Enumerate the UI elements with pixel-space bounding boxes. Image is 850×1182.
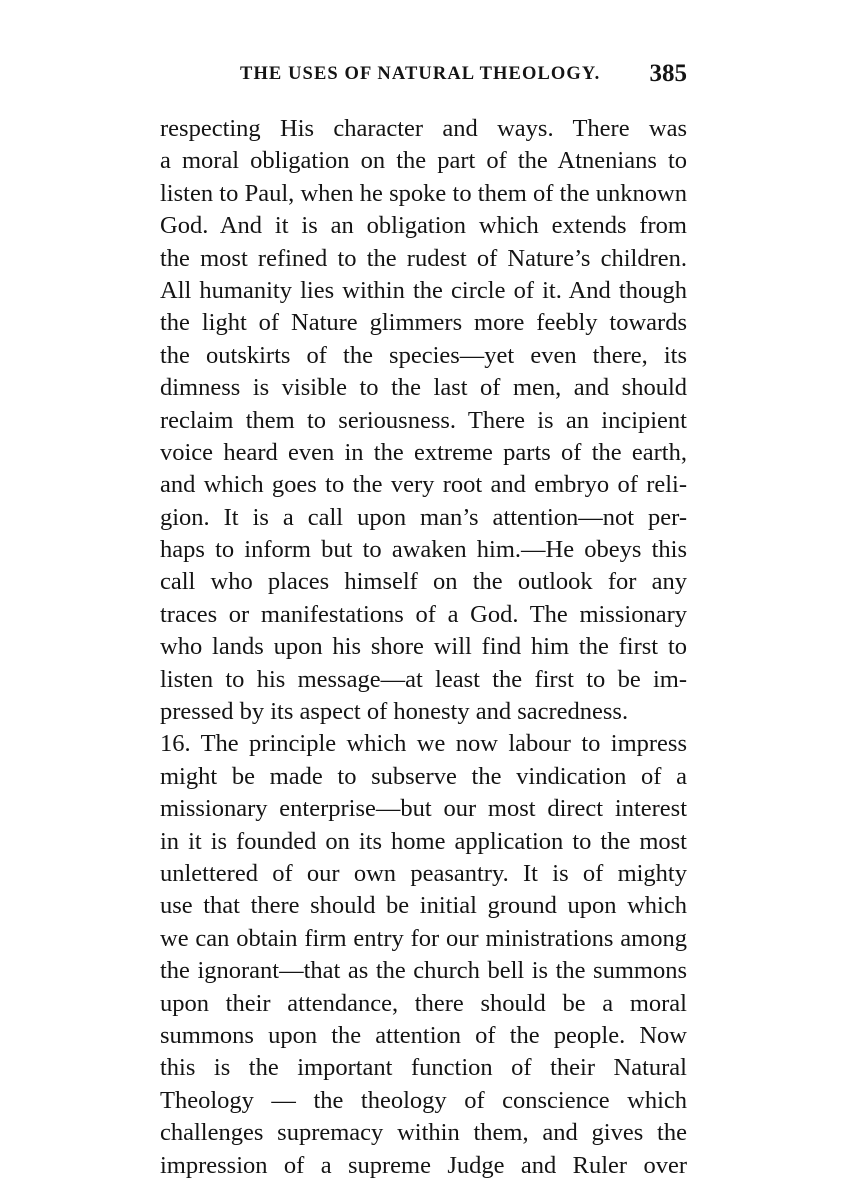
page-number: 385 [649,60,687,87]
text-line: in it is founded on its home application to the most [160,827,687,855]
text-line: challenges supremacy within them, and gives the [160,1119,687,1147]
running-title: THE USES OF NATURAL THEOLOGY. [240,64,601,84]
text-line: the ignorant—that as the church bell is the summons [160,957,687,985]
text-line: haps to inform but to awaken him.—He obeys this [160,536,687,564]
text-line: respecting His character and ways. There was [160,115,687,142]
text-line: the outskirts of the species—yet even there, its [160,341,687,369]
text-line: the light of Nature glimmers more feebly towards [160,309,687,337]
text-line: upon their attendance, there should be a moral [160,989,687,1017]
text-line: summons upon the attention of the people. Now [160,1021,687,1049]
text-line: this is the important function of their Natural [160,1054,687,1082]
text-line: we can obtain firm entry for our ministrations among [160,924,687,952]
text-line: impression of a supreme Judge and Ruler over [160,1151,687,1179]
text-line: missionary enterprise—but our most direct interest [160,795,687,823]
text-line: unlettered of our own peasantry. It is of mighty [160,859,687,887]
text-line: traces or manifestations of a God. The missionary [160,600,687,628]
paragraph-last-line: pressed by its aspect of honesty and sacredness. [160,698,629,726]
text-line: the most refined to the rudest of Nature’s children. [160,244,687,272]
running-head [160,60,687,100]
text-line: might be made to subserve the vindication of a [160,762,687,790]
section-16-first-line: 16. The principle which we now labour to impress [160,730,687,758]
body-text [160,113,687,1182]
text-line: who lands upon his shore will find him the first to [160,633,687,661]
text-line: Theology — the theology of conscience which [160,1086,687,1114]
text-line: a moral obligation on the part of the Atnenians to [160,147,687,175]
text-line: gion. It is a call upon man’s attention—not per- [160,503,687,531]
text-line: voice heard even in the extreme parts of the earth, [160,438,687,466]
text-line: listen to Paul, when he spoke to them of the unknown [160,179,687,207]
text-line: dimness is visible to the last of men, and should [160,374,687,402]
text-line: call who places himself on the outlook for any [160,568,687,596]
text-line: All humanity lies within the circle of it. And though [160,276,687,304]
text-line: God. And it is an obligation which extends from [160,212,687,240]
text-line: and which goes to the very root and embryo of reli- [160,471,687,499]
text-line: use that there should be initial ground upon which [160,892,687,920]
text-line: listen to his message—at least the first to be im- [160,665,687,693]
text-line: reclaim them to seriousness. There is an incipient [160,406,687,434]
